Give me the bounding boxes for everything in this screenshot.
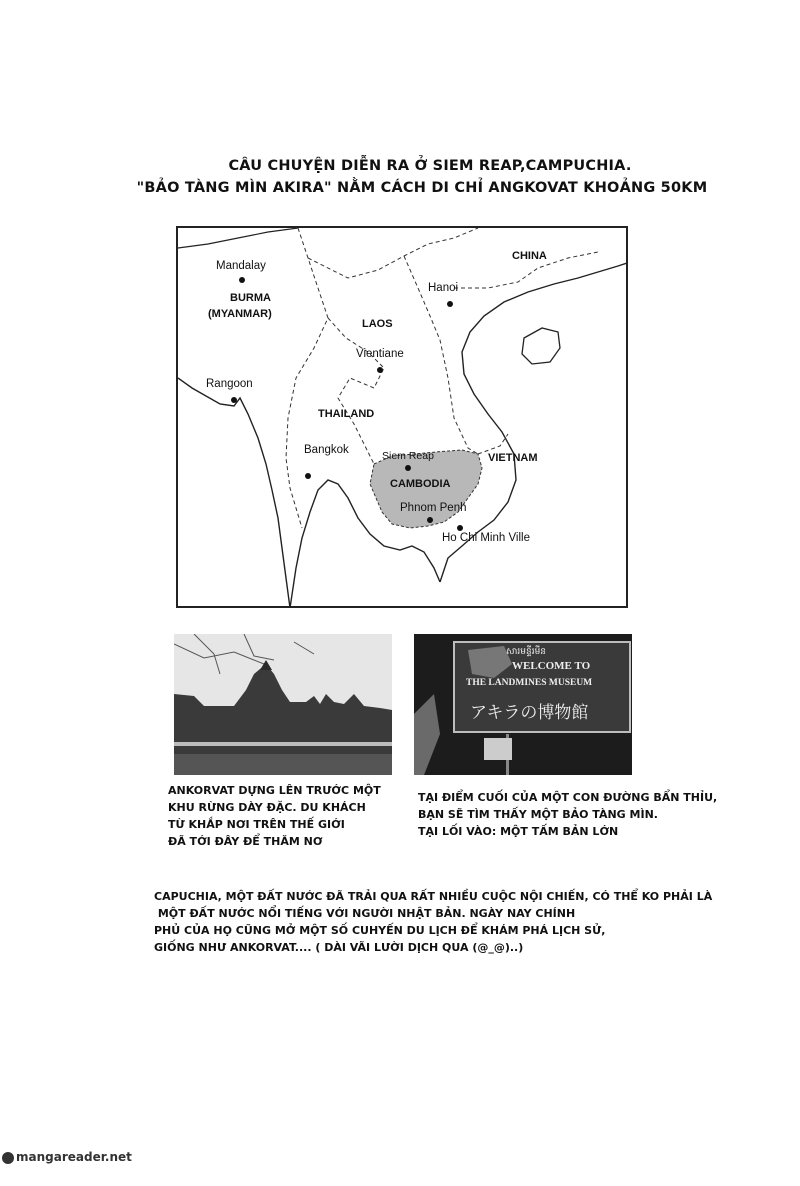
page-heading-line-2: "BẢO TÀNG MÌN AKIRA" NẰM CÁCH DI CHỈ ANGKOVAT KHOẢNG 50KM	[136, 180, 708, 196]
angkor-wat-illustration	[174, 634, 392, 775]
map-label-burma: BURMA	[230, 292, 271, 304]
map-label-myanmar: (MYANMAR)	[208, 308, 272, 320]
page-heading-line-1: CÂU CHUYỆN DIỄN RA Ở SIEM REAP,CAMPUCHIA.	[228, 158, 632, 174]
map-label-vietnam: VIETNAM	[488, 452, 538, 464]
watermark-logo	[2, 1150, 132, 1164]
map-label-hanoi: Hanoi	[428, 282, 459, 294]
caption-line: ANKORVAT DỰNG LÊN TRƯỚC MỘT	[168, 784, 381, 797]
map-label-siem-reap: Siem Reap	[382, 450, 434, 462]
map-label-rangoon: Rangoon	[206, 378, 253, 390]
caption-line: TỪ KHẮP NƠI TRÊN THẾ GIỚI	[168, 818, 345, 831]
caption-line: TẠI ĐIỂM CUỐI CỦA MỘT CON ĐƯỜNG BẨN THỈU,	[418, 791, 718, 804]
watermark-splat-icon	[2, 1152, 14, 1164]
caption-line: KHU RỪNG DÀY ĐẶC. DU KHÁCH	[168, 801, 366, 814]
paragraph-line: MỘT ĐẤT NƯỚC NỔI TIẾNG VỚI NGƯỜI NHẬT BẢN. NGÀY NAY CHÍNH	[154, 907, 576, 920]
angkor-caption	[168, 782, 381, 850]
city-dots	[178, 228, 628, 608]
map-label-vientiane: Vientiane	[356, 348, 404, 360]
map-label-ho-chi-minh: Ho Chi Minh Ville	[442, 532, 530, 544]
museum-caption	[418, 789, 717, 840]
angkor-wat-photo	[174, 634, 392, 775]
map-label-mandalay: Mandalay	[216, 260, 266, 272]
map-label-china: CHINA	[512, 250, 547, 262]
map-label-bangkok: Bangkok	[304, 444, 349, 456]
map-label-laos: LAOS	[362, 318, 393, 330]
landmines-museum-sign-photo	[414, 634, 632, 775]
caption-line: BẠN SẼ TÌM THẤY MỘT BẢO TÀNG MÌN.	[418, 808, 658, 821]
watermark-text: mangareader.net	[16, 1150, 132, 1164]
paragraph-line: GIỐNG NHƯ ANKORVAT.... ( DÀI VÃI LƯỜI DỊCH QUA (@_@)..)	[154, 941, 524, 954]
map-label-phnom-penh: Phnom Penh	[400, 502, 467, 514]
cambodia-paragraph	[154, 888, 712, 956]
sign-welcome-text: WELCOME TO	[512, 660, 591, 672]
caption-line: ĐÃ TỚI ĐÂY ĐỂ THĂM NƠ	[168, 835, 323, 848]
paragraph-line: PHỦ CỦA HỌ CŨNG MỞ MỘT SỐ CUHYẾN DU LỊCH ĐỂ KHÁM PHÁ LỊCH SỬ,	[154, 924, 606, 937]
sign-japanese-text: アキラの博物館	[470, 703, 589, 723]
sign-museum-text: THE LANDMINES MUSEUM	[466, 678, 593, 688]
caption-line: TẠI LỐI VÀO: MỘT TẤM BẢN LỚN	[418, 825, 619, 838]
sign-khmer-text: សារមន្ទីរមីន	[506, 647, 546, 657]
southeast-asia-map	[176, 226, 628, 608]
map-label-thailand: THAILAND	[318, 408, 375, 420]
paragraph-line: CAPUCHIA, MỘT ĐẤT NƯỚC ĐÃ TRẢI QUA RẤT NHIỀU CUỘC NỘI CHIẾN, CÓ THỂ KO PHẢI LÀ	[154, 890, 713, 903]
map-label-cambodia: CAMBODIA	[390, 478, 451, 490]
